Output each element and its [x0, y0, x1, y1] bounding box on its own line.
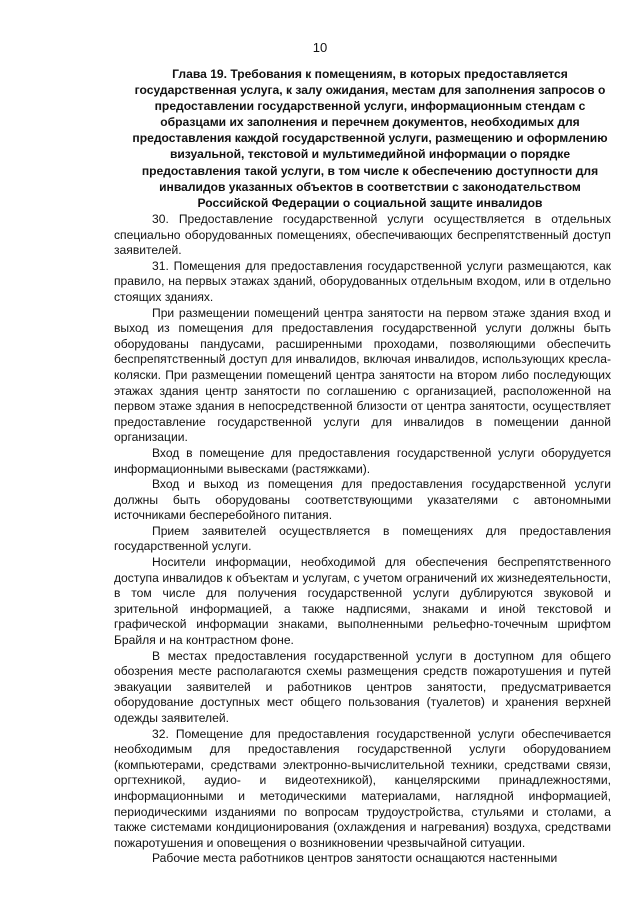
paragraph: 32. Помещение для предоставления государственной услуги обеспечивается необходимым для предоставления государственной услуги оборудованием (компьютерами, средствами электронно-вычислительной техники, средствами связи, оргтехникой, аудио- и видеотехникой), канцелярскими принадлежностями, информационными и методическими материалами, наглядной информацией, периодическими изданиями по вопросам трудоустройства, стульями и столами, а также системами кондиционирования (охлаждения и нагревания) воздуха, средствами пожаротушения и оповещения о возникновении чрезвычайной ситуации. — [114, 726, 611, 850]
paragraph: При размещении помещений центра занятости на первом этаже здания вход и выход из помещения для предоставления государственной услуги должны быть оборудованы пандусами, расширенными проходами, позволяющими обеспечить беспрепятственный доступ для инвалидов, включая инвалидов, использующих кресла-коляски. При размещении помещений центра занятости на втором либо последующих этажах здания центр занятости по соглашению с организацией, расположенной на первом этаже здания в непосредственной близости от центра занятости, осуществляет предоставление государственной услуги для инвалидов в помещении данной организации. — [114, 305, 611, 445]
paragraph: Рабочие места работников центров занятости оснащаются настенными — [152, 851, 558, 866]
paragraph: Вход в помещение для предоставления государственной услуги оборудуется информационными вывесками (растяжками). — [114, 445, 611, 476]
paragraph: 31. Помещения для предоставления государственной услуги размещаются, как правило, на первых этажах зданий, оборудованных отдельным входом, или в отдельно стоящих зданиях. — [114, 258, 611, 304]
page-number: 10 — [312, 40, 328, 55]
paragraph: 30. Предоставление государственной услуги осуществляется в отдельных специально оборудованных помещениях, обеспечивающих беспрепятственный доступ заявителей. — [114, 212, 611, 258]
paragraph: Вход и выход из помещения для предоставления государственной услуги должны быть оборудованы соответствующими указателями с автономными источниками бесперебойного питания. — [114, 477, 611, 523]
paragraph: Прием заявителей осуществляется в помещениях для предоставления государственной услуги. — [114, 523, 611, 554]
body-text — [114, 212, 611, 867]
paragraph: В местах предоставления государственной услуги в доступном для общего обозрения месте располагаются схемы размещения средств пожаротушения и путей эвакуации заявителей и работников центров занятости, предусматривается оборудование доступных мест общего пользования (туалетов) и хранения верхней одежды заявителей. — [114, 648, 611, 725]
paragraph: Носители информации, необходимой для обеспечения беспрепятственного доступа инвалидов к объектам и услугам, с учетом ограничений их жизнедеятельности, в том числе для получения государственной услуги дублируются звуковой и зрительной информацией, а также надписями, знаками и иной текстовой и графической информации знаками, выполненными рельефно-точечным шрифтом Брайля и на контрастном фоне. — [114, 555, 611, 648]
chapter-title: Глава 19. Требования к помещениям, в которых предоставляется государственная услуга, к залу ожидания, местам для заполнения запросов о предоставлении государственной услуги, информационным стендам с образцами их заполнения и перечнем документов, необходимых для предоставления каждой государственной услуги, размещению и оформлению визуальной, текстовой и мультимедийной информации о порядке предоставления такой услуги, в том числе к обеспечению доступности для инвалидов указанных объектов в соответствии с законодательством Российской Федерации о социальной защите инвалидов — [132, 67, 608, 210]
